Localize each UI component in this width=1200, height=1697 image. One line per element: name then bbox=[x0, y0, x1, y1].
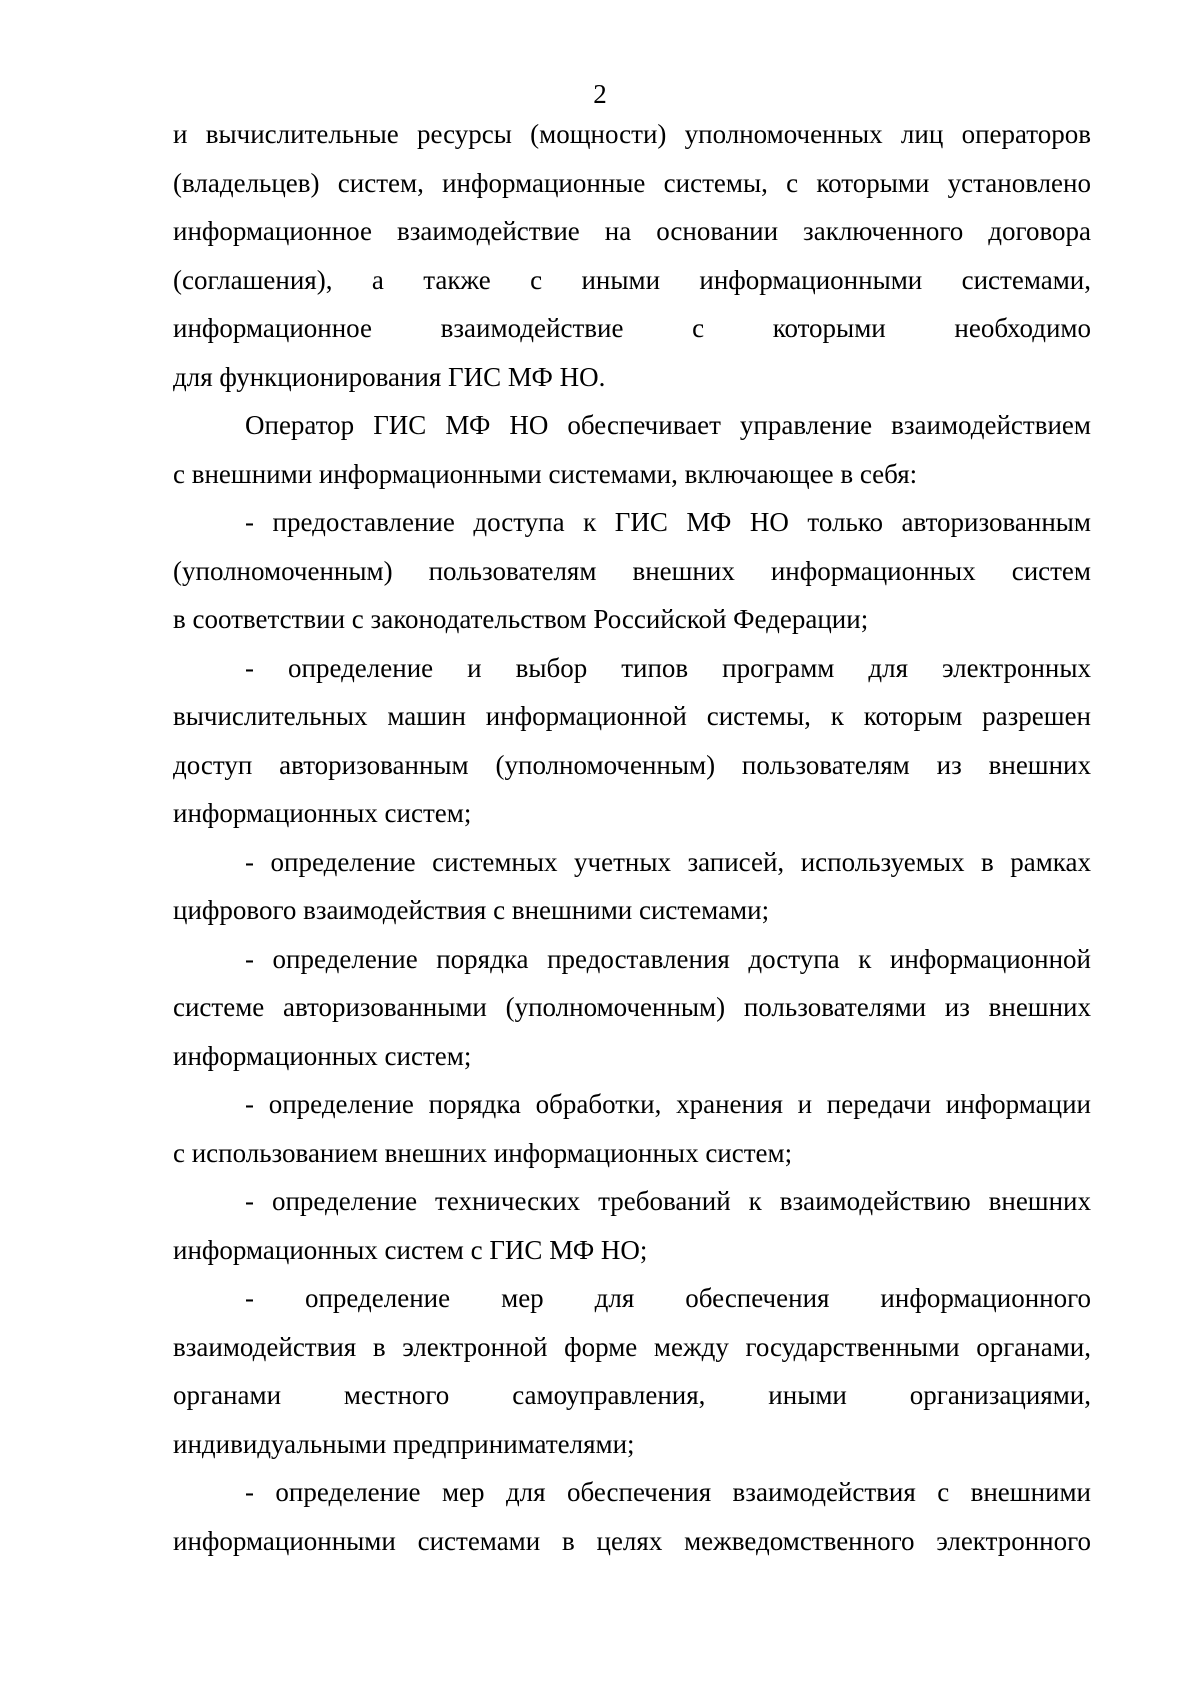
text-line: информационное взаимодействие с которыми необходимо bbox=[173, 313, 1091, 343]
text-line: доступ авторизованным (уполномоченным) пользователям из внешних bbox=[173, 749, 1091, 780]
list-item bbox=[173, 935, 1091, 1081]
text-line: (владельцев) систем, информационные системы, с которыми установлено bbox=[173, 167, 1091, 198]
text-line: вычислительных машин информационной системы, к которым разрешен bbox=[173, 701, 1091, 731]
list-item bbox=[173, 1080, 1091, 1177]
text-line: индивидуальными предпринимателями; bbox=[173, 1428, 635, 1459]
text-line: информационное взаимодействие на основании заключенного договора bbox=[173, 216, 1091, 246]
text-line: информационных систем с ГИС МФ НО; bbox=[173, 1234, 648, 1265]
text-line: цифрового взаимодействия с внешними системами; bbox=[173, 895, 770, 925]
text-line: Оператор ГИС МФ НО обеспечивает управление взаимодействием bbox=[245, 410, 1091, 440]
text-line: взаимодействия в электронной форме между государственными органами, bbox=[173, 1331, 1091, 1362]
document-body bbox=[173, 110, 1091, 1565]
text-line: информационных систем; bbox=[173, 1040, 472, 1071]
text-line: с использованием внешних информационных систем; bbox=[173, 1137, 793, 1168]
text-line: для функционирования ГИС МФ НО. bbox=[173, 361, 606, 392]
page-number: 2 bbox=[593, 79, 607, 109]
text-line: системе авторизованными (уполномоченным) пользователями из внешних bbox=[173, 992, 1091, 1022]
text-line: - определение мер для обеспечения информационного bbox=[245, 1283, 1091, 1313]
list-item bbox=[173, 498, 1091, 644]
list-item bbox=[173, 644, 1091, 838]
list-item bbox=[173, 838, 1091, 935]
text-line: - определение технических требований к взаимодействию внешних bbox=[245, 1186, 1091, 1216]
text-line: - определение порядка обработки, хранения и передачи информации bbox=[245, 1089, 1091, 1119]
text-line: органами местного самоуправления, иными организациями, bbox=[173, 1380, 1091, 1410]
text-line: - предоставление доступа к ГИС МФ НО только авторизованным bbox=[245, 507, 1091, 537]
paragraph bbox=[173, 401, 1091, 498]
text-line: - определение мер для обеспечения взаимодействия с внешними bbox=[245, 1477, 1091, 1507]
text-line: с внешними информационными системами, включающее в себя: bbox=[173, 458, 918, 489]
text-line: информационных систем; bbox=[173, 798, 472, 828]
text-line: и вычислительные ресурсы (мощности) уполномоченных лиц операторов bbox=[173, 119, 1091, 149]
text-line: информационными системами в целях межведомственного электронного bbox=[173, 1525, 1091, 1556]
text-line: в соответствии с законодательством Российской Федерации; bbox=[173, 604, 869, 634]
paragraph bbox=[173, 110, 1091, 401]
text-line: (соглашения), а также с иными информационными системами, bbox=[173, 264, 1091, 295]
list-item bbox=[173, 1274, 1091, 1468]
text-line: - определение системных учетных записей, используемых в рамках bbox=[245, 846, 1091, 877]
list-item bbox=[173, 1468, 1091, 1565]
text-line: (уполномоченным) пользователям внешних информационных систем bbox=[173, 555, 1091, 586]
text-line: - определение и выбор типов программ для электронных bbox=[245, 652, 1091, 683]
text-line: - определение порядка предоставления доступа к информационной bbox=[245, 943, 1091, 974]
list-item bbox=[173, 1177, 1091, 1274]
